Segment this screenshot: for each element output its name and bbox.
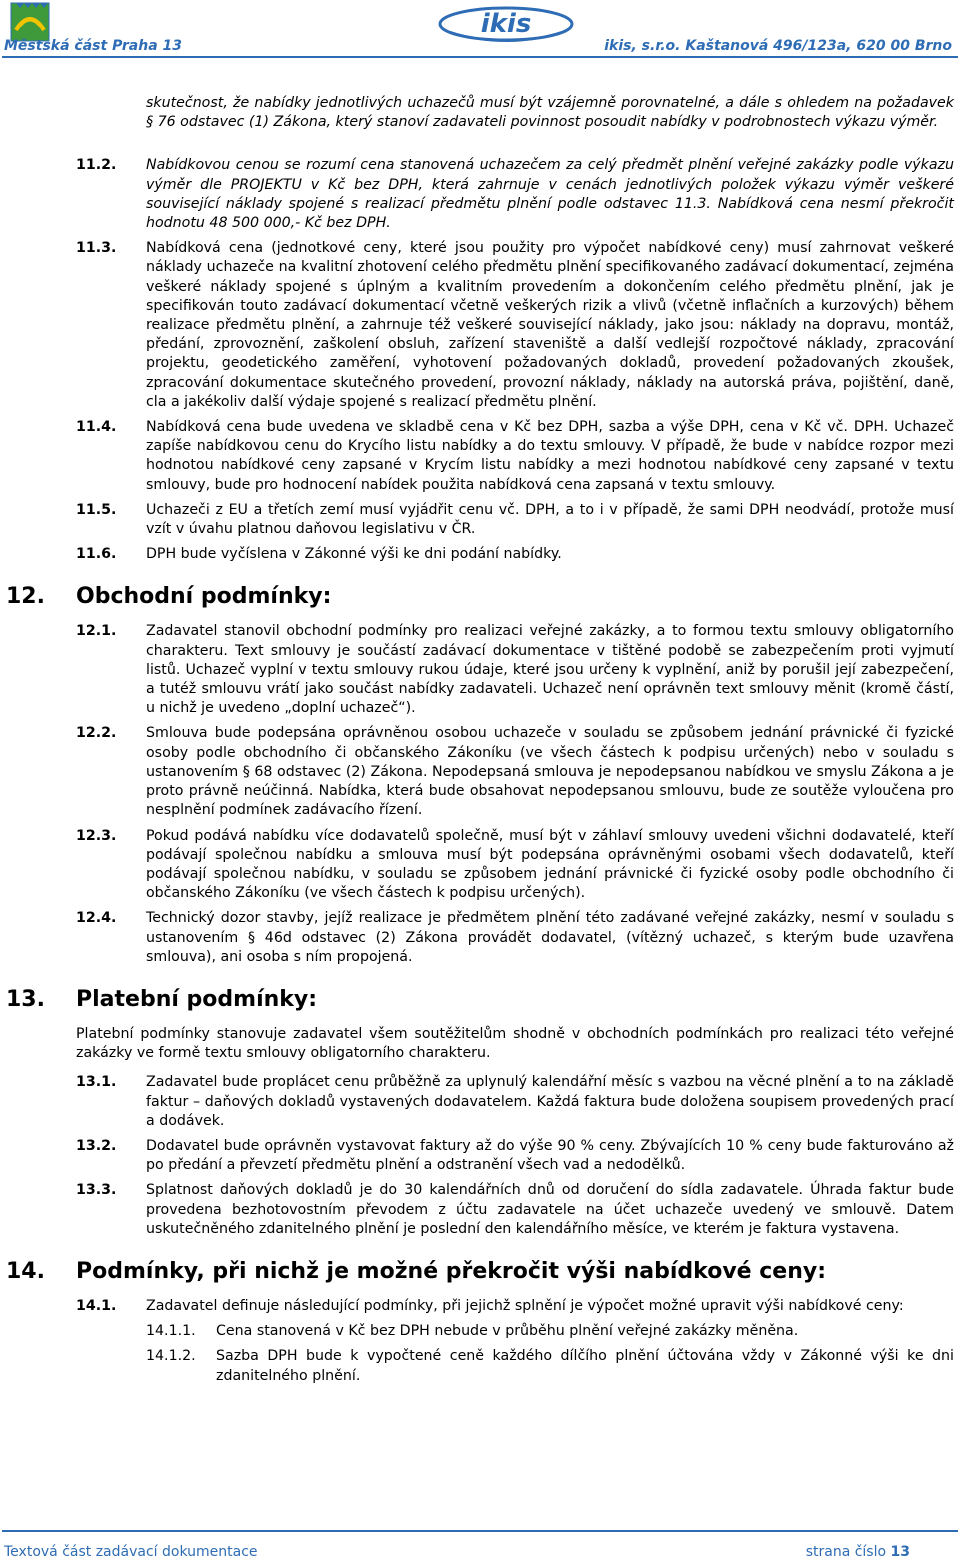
paragraph-number: 14.1.	[76, 1297, 117, 1314]
paragraph-text: Zadavatel definuje následující podmínky, při jejichž splnění je výpočet možné upravit výši nabídkové ceny:	[146, 1297, 904, 1314]
municipality-crest-icon	[10, 2, 50, 42]
paragraph-text: Zadavatel bude proplácet cenu průběžně za uplynulý kalendářní měsíc s vazbou na věcné plnění a to na základě faktur – daňových dokladů vystavených dodavatelem. Každá faktura bude doložena soupisem provedených prací a dodávek.	[146, 1074, 954, 1129]
paragraph-14-1	[76, 1297, 954, 1316]
section-heading-14	[0, 1259, 960, 1285]
section-heading-12	[0, 584, 960, 610]
paragraph-text: Cena stanovená v Kč bez DPH nebude v průběhu plnění veřejné zakázky měněna.	[216, 1323, 799, 1340]
paragraph-number: 11.4.	[76, 419, 117, 436]
section-title: Platební podmínky:	[76, 986, 318, 1012]
paragraph-text: Zadavatel stanovil obchodní podmínky pro realizaci veřejné zakázky, a to formou textu smlouvy obligatorního charakteru. Text smlouvy je součástí zadávací dokumentace v tištěné podobě se zabezpečením proti vyjmutí listů. Uchazeč vyplní v textu smlouvy rukou údaje, které jsou určeny k vyplnění, aniž by porušil její zabezpečení, a tutéž smlouvu vrátí jako součást nabídky zadavateli. Uchazeč není oprávněn text smlouvy měnit (kromě částí, u nichž je uvedeno „doplní uchazeč“).	[146, 623, 954, 717]
section-number: 13.	[6, 986, 45, 1012]
paragraph-14-1-1	[146, 1322, 954, 1341]
header-right-text: ikis, s.r.o. Kaštanová 496/123a, 620 00 Brno	[604, 38, 952, 54]
paragraph-text: Technický dozor stavby, jejíž realizace je předmětem plnění této zadávané veřejné zakázky, nesmí v souladu s ustanovením § 46d odstavec (2) Zákona provádět dodavatel, (vítězný uchazeč, s kterým bude uzavřena smlouva), ani osoba s ním propojená.	[146, 910, 954, 965]
section-title: Obchodní podmínky:	[76, 584, 332, 610]
paragraph-text: Smlouva bude podepsána oprávněnou osobou uchazeče v souladu se způsobem jednání právnické či fyzické osoby podle obchodního či občanského Zákoníku (ve všech částech k podpisu určených) nebo v souladu s ustanovením § 68 odstavec (2) Zákona. Nepodepsaná smlouva je nepodepsanou nabídkou ve smyslu Zákona a je proto právně neúčinná. Nabídka, která bude obsahovat nepodepsanou smlouvu, bude ze soutěže vyloučena pro nesplnění podmínek zadávacího řízení.	[146, 725, 954, 819]
paragraph-text: Pokud podává nabídku více dodavatelů společně, musí být v záhlaví smlouvy uvedeni všichni dodavatelé, kteří podávají společnou nabídku a smlouva musí být podepsána oprávněnými osobami všech dodavatelů, kteří podávají společnou nabídku, v souladu se způsobem jednání právnické či fyzické osoby podle obchodního či občanského Zákoníku (ve všech částech k podpisu určených).	[146, 827, 954, 902]
paragraph-12-3	[76, 827, 954, 904]
paragraph-number: 13.1.	[76, 1074, 117, 1091]
paragraph-11-5	[76, 501, 954, 539]
ikis-logo-icon	[436, 2, 576, 44]
paragraph-text: Sazba DPH bude k vypočtené ceně každého dílčího plnění účtována vždy v Zákonné výši ke dni zdanitelného plnění.	[216, 1348, 954, 1384]
paragraph-11-3	[76, 239, 954, 412]
page-header	[0, 0, 960, 56]
paragraph-number: 12.4.	[76, 910, 117, 927]
paragraph-13-1	[76, 1073, 954, 1131]
paragraph-number: 12.3.	[76, 827, 117, 844]
paragraph-11-4	[76, 418, 954, 495]
logo-text: ikis	[480, 9, 532, 39]
paragraph-13-2	[76, 1137, 954, 1175]
section-heading-13	[0, 987, 960, 1013]
paragraph-number: 14.1.1.	[146, 1323, 196, 1340]
intro-paragraph: skutečnost, že nabídky jednotlivých uchazečů musí být vzájemně porovnatelné, a dále s ohledem na požadavek § 76 odstavec (1) Zákona, který stanoví zadavateli povinnost posoudit nabídky v podrobnostech výkazu výměr.	[146, 95, 954, 131]
paragraph-11-2	[76, 156, 954, 233]
header-left-text: Městská část Praha 13	[4, 38, 183, 54]
paragraph-13-intro: Platební podmínky stanovuje zadavatel všem soutěžitelům shodně v obchodních podmínkách pro realizaci této veřejné zakázky ve formě textu smlouvy obligatorního charakteru.	[76, 1025, 954, 1062]
footer-divider	[2, 1530, 958, 1532]
document-body	[0, 94, 960, 1386]
page-number: 13	[890, 1544, 910, 1560]
paragraph-number: 14.1.2.	[146, 1348, 196, 1365]
header-divider	[2, 56, 958, 58]
paragraph-text: Nabídkovou cenou se rozumí cena stanovená uchazečem za celý předmět plnění veřejné zakázky podle výkazu výměr dle PROJEKTU v Kč bez DPH, která zahrnuje v cenách jednotlivých položek výkazu výměr veškeré související náklady spojené s realizací předmětu plnění podle odstavec 11.3. Nabídková cena nesmí překročit hodnotu 48 500 000,- Kč bez DPH.	[146, 157, 954, 232]
paragraph-number: 11.2.	[76, 157, 117, 174]
paragraph-number: 11.3.	[76, 240, 117, 257]
footer-document-title: Textová část zadávací dokumentace	[4, 1544, 258, 1560]
page-label: strana číslo	[805, 1544, 887, 1560]
paragraph-number: 13.2.	[76, 1137, 117, 1154]
paragraph-text: Nabídková cena bude uvedena ve skladbě cena v Kč bez DPH, sazba a výše DPH, cena v Kč vč. DPH. Uchazeč zapíše nabídkovou cenu do Krycího listu nabídky a do textu smlouvy. V případě, že bude v nabídce rozpor mezi hodnotou nabídkové ceny zapsané v Krycím listu nabídky a mezi hodnotou nabídkové ceny zapsané v textu smlouvy, bude pro hodnocení nabídek použita nabídková cena zapsaná v textu smlouvy.	[146, 419, 954, 493]
paragraph-number: 13.3.	[76, 1182, 117, 1199]
paragraph-number: 12.1.	[76, 623, 117, 640]
paragraph-12-1	[76, 622, 954, 718]
paragraph-text: DPH bude vyčíslena v Zákonné výši ke dni podání nabídky.	[146, 546, 562, 563]
paragraph-11-6	[76, 545, 954, 564]
paragraph-number: 12.2.	[76, 725, 117, 742]
paragraph-text: Nabídková cena (jednotkové ceny, které jsou použity pro výpočet nabídkové ceny) musí zahrnovat veškeré náklady uchazeče na kvalitní zhotovení celého předmětu plnění specifikovaného zadávací dokumentací, zejména veškeré náklady spojené s úplným a kvalitním provedením a dokončením celého předmětu plnění, jak je specifikován touto zadávací dokumentací včetně veškerých rizik a vlivů (včetně inflačních a kurzových) během realizace předmětu plnění, a zahrnuje též veškeré související náklady, jako jsou: náklady na dopravu, montáž, předání, zprovoznění, zaškolení obsluh, zařízení staveniště a další vedlejší rozpočtové náklady, zpracování projektu, geodetického zaměření, vyhotovení požadovaných dokladů, provedení požadovaných zkoušek, zpracování dokumentace skutečného provedení, provozní náklady, náklady na autorská práva, pojištění, daně, cla a jakékoliv další výdaje spojené s realizací předmětu plnění.	[146, 240, 954, 410]
paragraph-text: Splatnost daňových dokladů je do 30 kalendářních dnů od doručení do sídla zadavatele. Úhrada faktur bude provedena bezhotovostním převodem z účtu zadavatele na účet uchazeče uvedený ve smlouvě. Datem uskutečněného zdanitelného plnění je poslední den kalendářního měsíce, ve kterém je faktura vystavena.	[146, 1182, 954, 1237]
paragraph-text: Dodavatel bude oprávněn vystavovat faktury až do výše 90 % ceny. Zbývajících 10 % ceny bude fakturováno až po předání a převzetí předmětu plnění a odstranění všech vad a nedodělků.	[146, 1137, 954, 1174]
footer-page-number	[806, 1544, 910, 1560]
paragraph-number: 11.6.	[76, 546, 117, 563]
paragraph-text: Uchazeči z EU a třetích zemí musí vyjádřit cenu vč. DPH, a to i v případě, že sami DPH neodvádí, protože musí vzít v úvahu platnou daňovou legislativu v ČR.	[146, 501, 954, 538]
section-number: 14.	[6, 1258, 45, 1284]
paragraph-number: 11.5.	[76, 501, 117, 518]
section-number: 12.	[6, 584, 45, 610]
paragraph-12-2	[76, 724, 954, 820]
paragraph-12-4	[76, 909, 954, 967]
paragraph-14-1-2	[146, 1347, 954, 1385]
paragraph-13-3	[76, 1181, 954, 1239]
section-title: Podmínky, při nichž je možné překročit výši nabídkové ceny:	[76, 1258, 826, 1284]
